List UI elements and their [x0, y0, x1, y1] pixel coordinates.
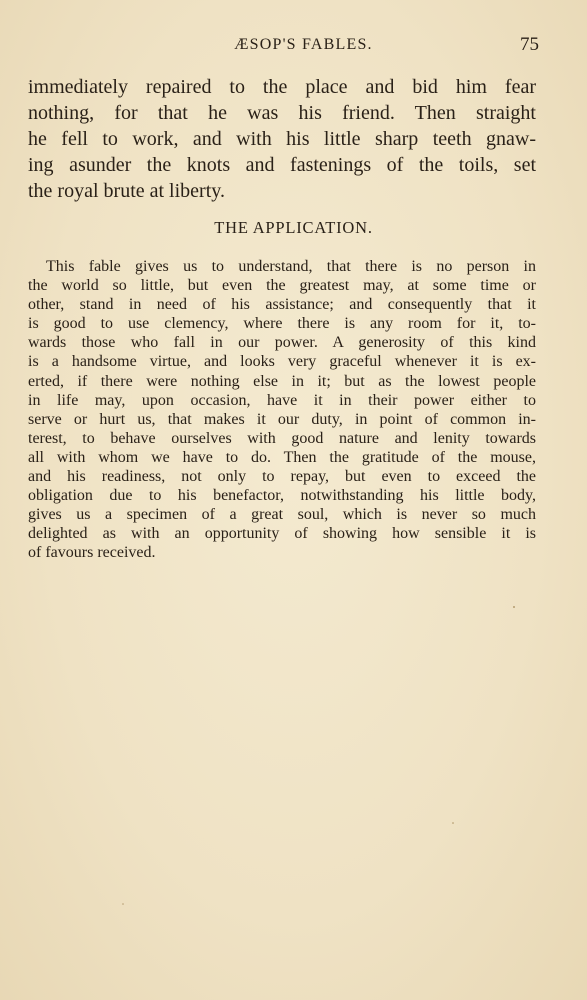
paper-speck — [513, 606, 515, 608]
text-line: obligation due to his benefactor, notwithstanding his little body, — [28, 487, 536, 505]
application-paragraph — [28, 257, 536, 563]
paper-speck — [452, 822, 454, 824]
text-line: immediately repaired to the place and bid him fear — [28, 76, 536, 98]
text-line: terest, to behave ourselves with good nature and lenity towards — [28, 429, 536, 447]
text-line: the royal brute at liberty. — [28, 180, 225, 202]
text-line: ing asunder the knots and fastenings of the toils, set — [28, 154, 536, 176]
text-line: in life may, upon occasion, have it in their power either to — [28, 391, 536, 409]
text-line: serve or hurt us, that makes it our duty, in point of common in- — [28, 410, 536, 428]
text-line: wards those who fall in our power. A generosity of this kind — [28, 334, 536, 352]
text-line: This fable gives us to understand, that there is no person in — [46, 258, 536, 275]
text-line: of favours received. — [28, 544, 156, 562]
text-line: and his readiness, not only to repay, but even to exceed the — [28, 468, 536, 486]
text-line: nothing, for that he was his friend. Then straight — [28, 102, 536, 124]
text-line: is good to use clemency, where there is any room for it, to- — [28, 315, 536, 333]
text-line: all with whom we have to do. Then the gratitude of the mouse, — [28, 448, 536, 466]
text-line: he fell to work, and with his little sharp teeth gnaw- — [28, 128, 536, 150]
text-line: the world so little, but even the greatest may, at some time or — [28, 277, 536, 295]
paper-speck — [122, 903, 124, 905]
text-line: gives us a specimen of a great soul, which is never so much — [28, 506, 536, 524]
text-line: is a handsome virtue, and looks very graceful whenever it is ex- — [28, 353, 536, 371]
page-number: 75 — [520, 34, 539, 55]
running-title: ÆSOP'S FABLES. — [234, 36, 373, 53]
fable-paragraph — [28, 74, 536, 204]
text-line: erted, if there were nothing else in it; but as the lowest people — [28, 372, 536, 390]
text-line: other, stand in need of his assistance; and consequently that it — [28, 296, 536, 314]
text-line: delighted as with an opportunity of showing how sensible it is — [28, 525, 536, 543]
running-head — [0, 36, 587, 60]
section-heading: THE APPLICATION. — [214, 218, 373, 237]
